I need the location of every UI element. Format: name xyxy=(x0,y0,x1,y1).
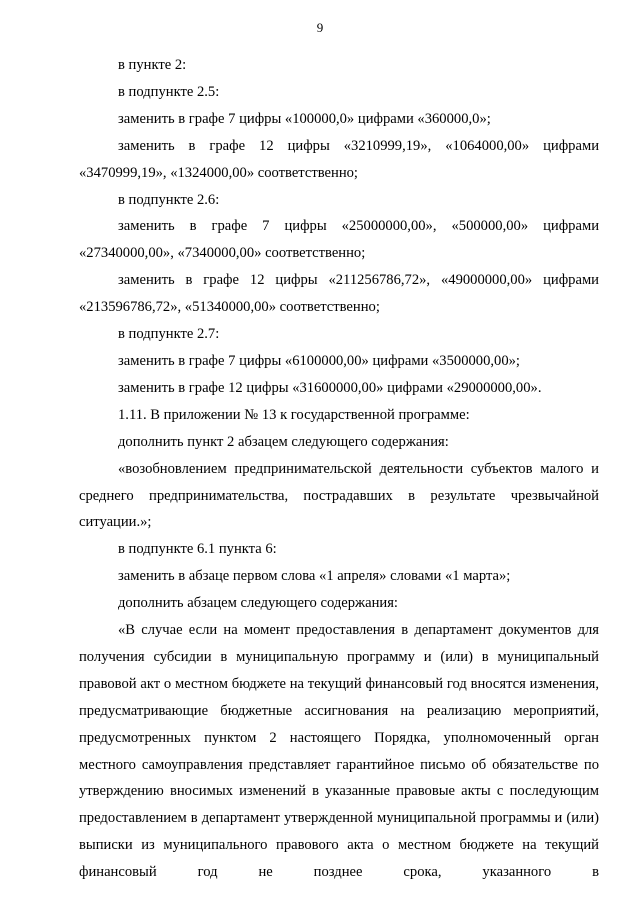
paragraph: в пункте 2: xyxy=(118,57,187,73)
paragraph: заменить в графе 7 цифры «100000,0» цифрами «360000,0»; xyxy=(118,110,491,127)
paragraph: дополнить пункт 2 абзацем следующего содержания: xyxy=(118,433,449,450)
paragraph: в подпункте 2.5: xyxy=(118,83,220,100)
paragraph: в подпункте 2.6: xyxy=(118,191,220,208)
paragraph: 1.11. В приложении № 13 к государственной программе: xyxy=(118,406,470,423)
paragraph: дополнить абзацем следующего содержания: xyxy=(118,595,398,612)
paragraph: «возобновлением предпринимательской деятельности субъектов малого и среднего предпринимательства, пострадавших в результате чрезвычайной ситуации.»; xyxy=(79,460,599,531)
document-body xyxy=(79,52,599,886)
paragraph: в подпункте 2.7: xyxy=(118,326,220,343)
paragraph: заменить в абзаце первом слова «1 апреля» словами «1 марта»; xyxy=(118,568,511,585)
paragraph: заменить в графе 12 цифры «31600000,00» цифрами «29000000,00». xyxy=(118,379,542,396)
paragraph: заменить в графе 7 цифры «25000000,00», «500000,00» цифрами «27340000,00», «7340000,00» соответственно; xyxy=(79,218,599,262)
page-number: 9 xyxy=(316,20,324,35)
paragraph: заменить в графе 12 цифры «3210999,19», «1064000,00» цифрами «3470999,19», «1324000,00» соответственно; xyxy=(79,137,599,181)
paragraph: заменить в графе 12 цифры «211256786,72», «49000000,00» цифрами «213596786,72», «51340000,00» соответственно; xyxy=(79,272,599,316)
paragraph: в подпункте 6.1 пункта 6: xyxy=(118,541,277,558)
paragraph: заменить в графе 7 цифры «6100000,00» цифрами «3500000,00»; xyxy=(118,352,520,369)
paragraph: «В случае если на момент предоставления в департамент документов для получения субсидии в муниципальную программу и (или) в муниципальный правовой акт о местном бюджете на текущий финансовый год вносятся изменения, предусматривающие бюджетные ассигнования на реализацию мероприятий, предусмотренных пунктом 2 настоящего Порядка, уполномоченный орган местного самоуправления представляет гарантийное письмо об обязательстве по утверждению вносимых изменений в указанные правовые акты с последующим предоставлением в департамент утвержденной муниципальной программы и (или) выписки из муниципального правового акта о местном бюджете на текущий финансовый год не позднее срока, указанного в xyxy=(79,622,599,881)
